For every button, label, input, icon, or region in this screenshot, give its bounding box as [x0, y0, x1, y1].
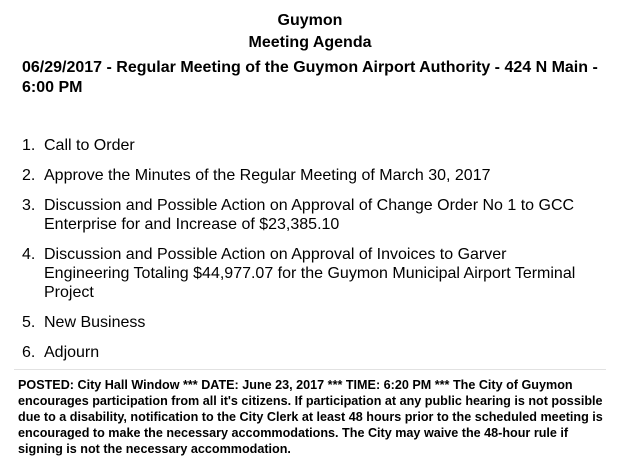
agenda-item-number: 4. [22, 246, 36, 263]
agenda-item-text: New Business [44, 314, 146, 331]
agenda-item-number: 5. [22, 314, 36, 331]
agenda-item [0, 343, 620, 362]
agenda-item-number: 6. [22, 344, 36, 361]
city-name: Guymon [277, 12, 343, 29]
agenda-item-text: Discussion and Possible Action on Approval of Change Order No 1 to GCC Enterprise for and Increase of $23,385.10 [44, 197, 575, 233]
agenda-item-number: 1. [22, 137, 36, 154]
agenda-item [0, 196, 620, 234]
agenda-list [0, 136, 620, 362]
agenda-item [0, 136, 620, 155]
section-divider [14, 369, 606, 370]
meeting-title: 06/29/2017 - Regular Meeting of the Guymon Airport Authority - 424 N Main - 6:00 PM [22, 59, 598, 96]
agenda-item-number: 3. [22, 197, 36, 214]
document-title: Meeting Agenda [248, 34, 372, 51]
agenda-item-number: 2. [22, 167, 36, 184]
agenda-item-text: Approve the Minutes of the Regular Meeting of March 30, 2017 [44, 167, 491, 184]
agenda-item-text: Call to Order [44, 137, 135, 154]
posted-notice: POSTED: City Hall Window *** DATE: June 23, 2017 *** TIME: 6:20 PM *** The City of Guymon encourages participation from all it's citizens. If participation at any public hearing is not possible due to a disability, notification to the City Clerk at least 48 hours prior to the scheduled meeting is encouraged to make the necessary accommodations. The City may waive the 48-hour rule if signing is not the necessary accommodation. [18, 378, 603, 456]
agenda-item [0, 166, 620, 185]
agenda-item-text: Discussion and Possible Action on Approval of Invoices to Garver Engineering Totaling $44,977.07 for the Guymon Municipal Airport Terminal Project [44, 246, 576, 301]
agenda-item [0, 313, 620, 332]
agenda-header [0, 10, 620, 54]
agenda-item [0, 245, 620, 302]
agenda-item-text: Adjourn [44, 344, 100, 361]
